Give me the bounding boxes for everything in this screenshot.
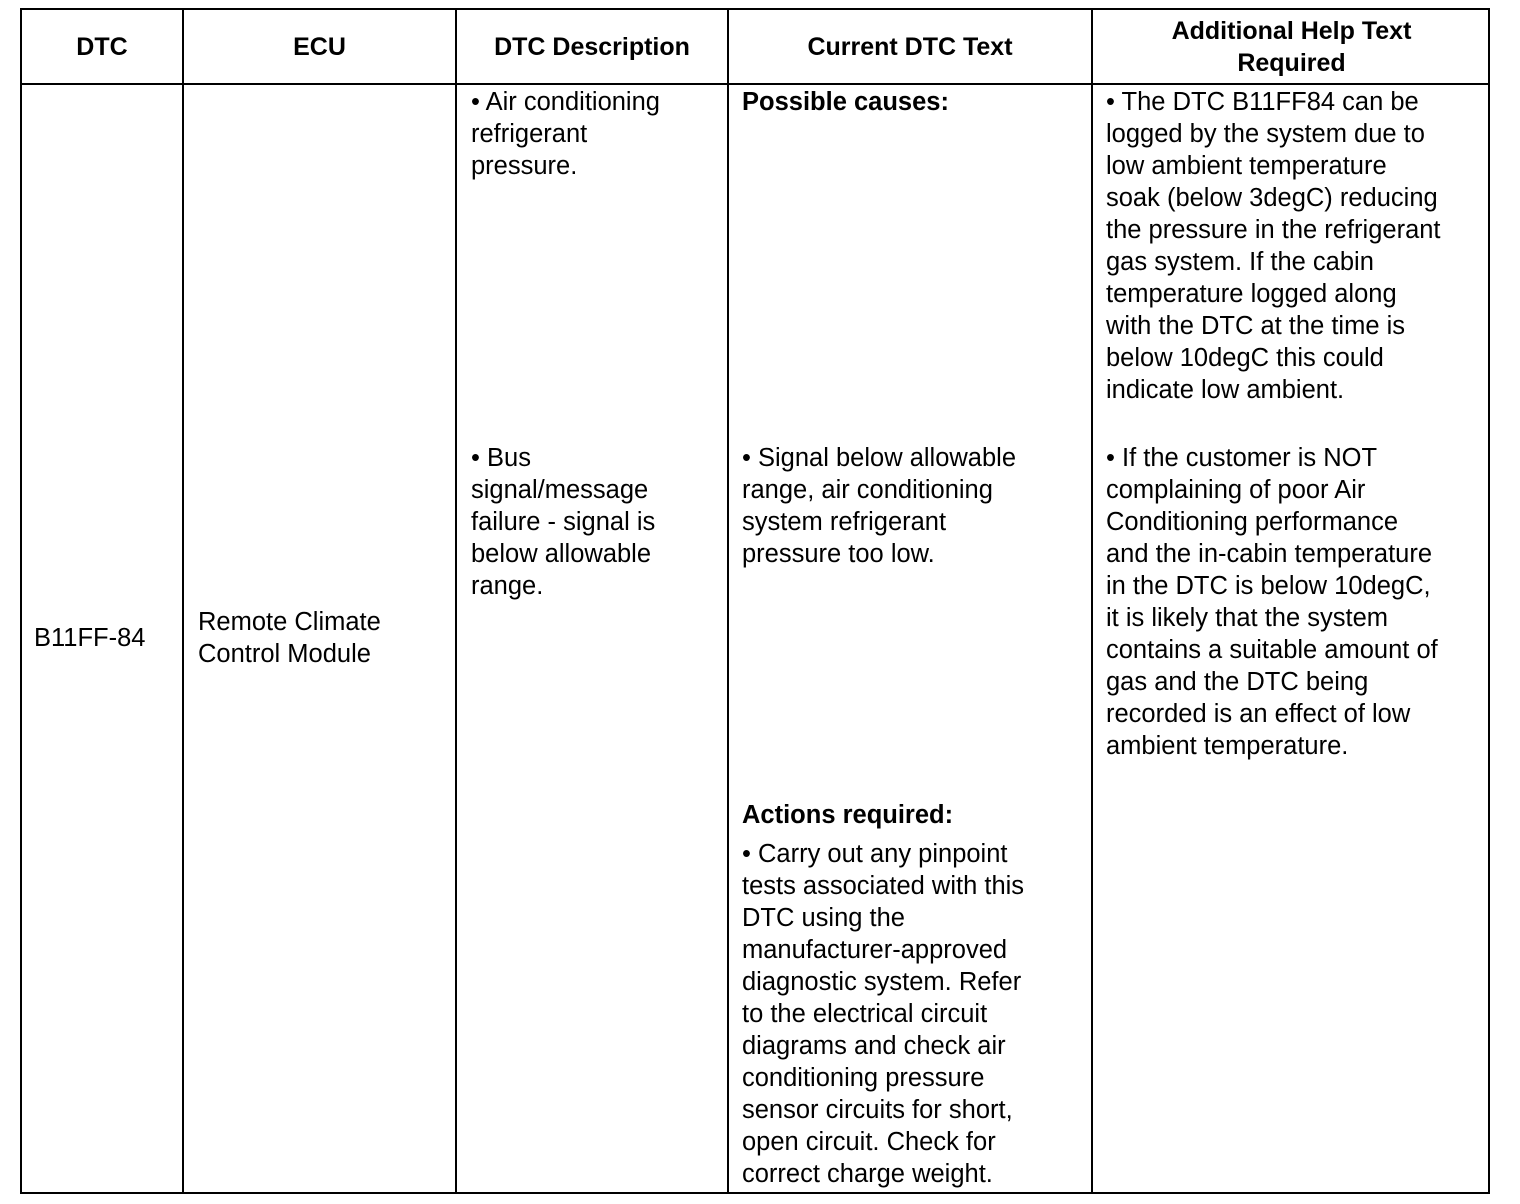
actions-heading: Actions required: <box>742 801 954 829</box>
dtc-code: B11FF-84 <box>34 624 146 652</box>
column-divider <box>727 10 729 1192</box>
ecu-name: Remote Climate Control Module <box>198 608 381 668</box>
column-divider <box>455 10 457 1192</box>
help-text-2: • If the customer is NOT complaining of poor Air Conditioning performance and the in-cabin temperature in the DTC is below 10degC, it is likely that the system contains a suitable amount of gas and the DTC being recorded is an effect of low ambient temperature. <box>1106 444 1438 760</box>
help-text-1: • The DTC B11FF84 can be logged by the system due to low ambient temperature soak (below 3degC) reducing the pressure in the refrigerant gas system. If the cabin temperature logged along with the DTC at the time is below 10degC this could indicate low ambient. <box>1106 88 1441 404</box>
dtc-table <box>20 8 1490 1194</box>
description-1: • Air conditioning refrigerant pressure. <box>471 88 660 180</box>
causes-text: • Signal below allowable range, air conditioning system refrigerant pressure too low. <box>742 444 1017 568</box>
header-dtc: DTC <box>76 32 128 61</box>
header-ecu: ECU <box>293 32 346 61</box>
header-divider <box>22 83 1488 85</box>
header-help-text: Additional Help Text Required <box>1171 16 1412 77</box>
causes-heading: Possible causes: <box>742 88 949 116</box>
actions-text: • Carry out any pinpoint tests associated with this DTC using the manufacturer-approved diagnostic system. Refer to the electrical circuit diagrams and check air conditioning pressure sensor circuits for short, open circuit. Check for correct charge weight. <box>742 840 1025 1188</box>
column-divider <box>1091 10 1093 1192</box>
column-divider <box>182 10 184 1192</box>
header-current-text: Current DTC Text <box>807 32 1013 61</box>
description-2: • Bus signal/message failure - signal is below allowable range. <box>471 444 656 600</box>
header-description: DTC Description <box>494 32 690 61</box>
